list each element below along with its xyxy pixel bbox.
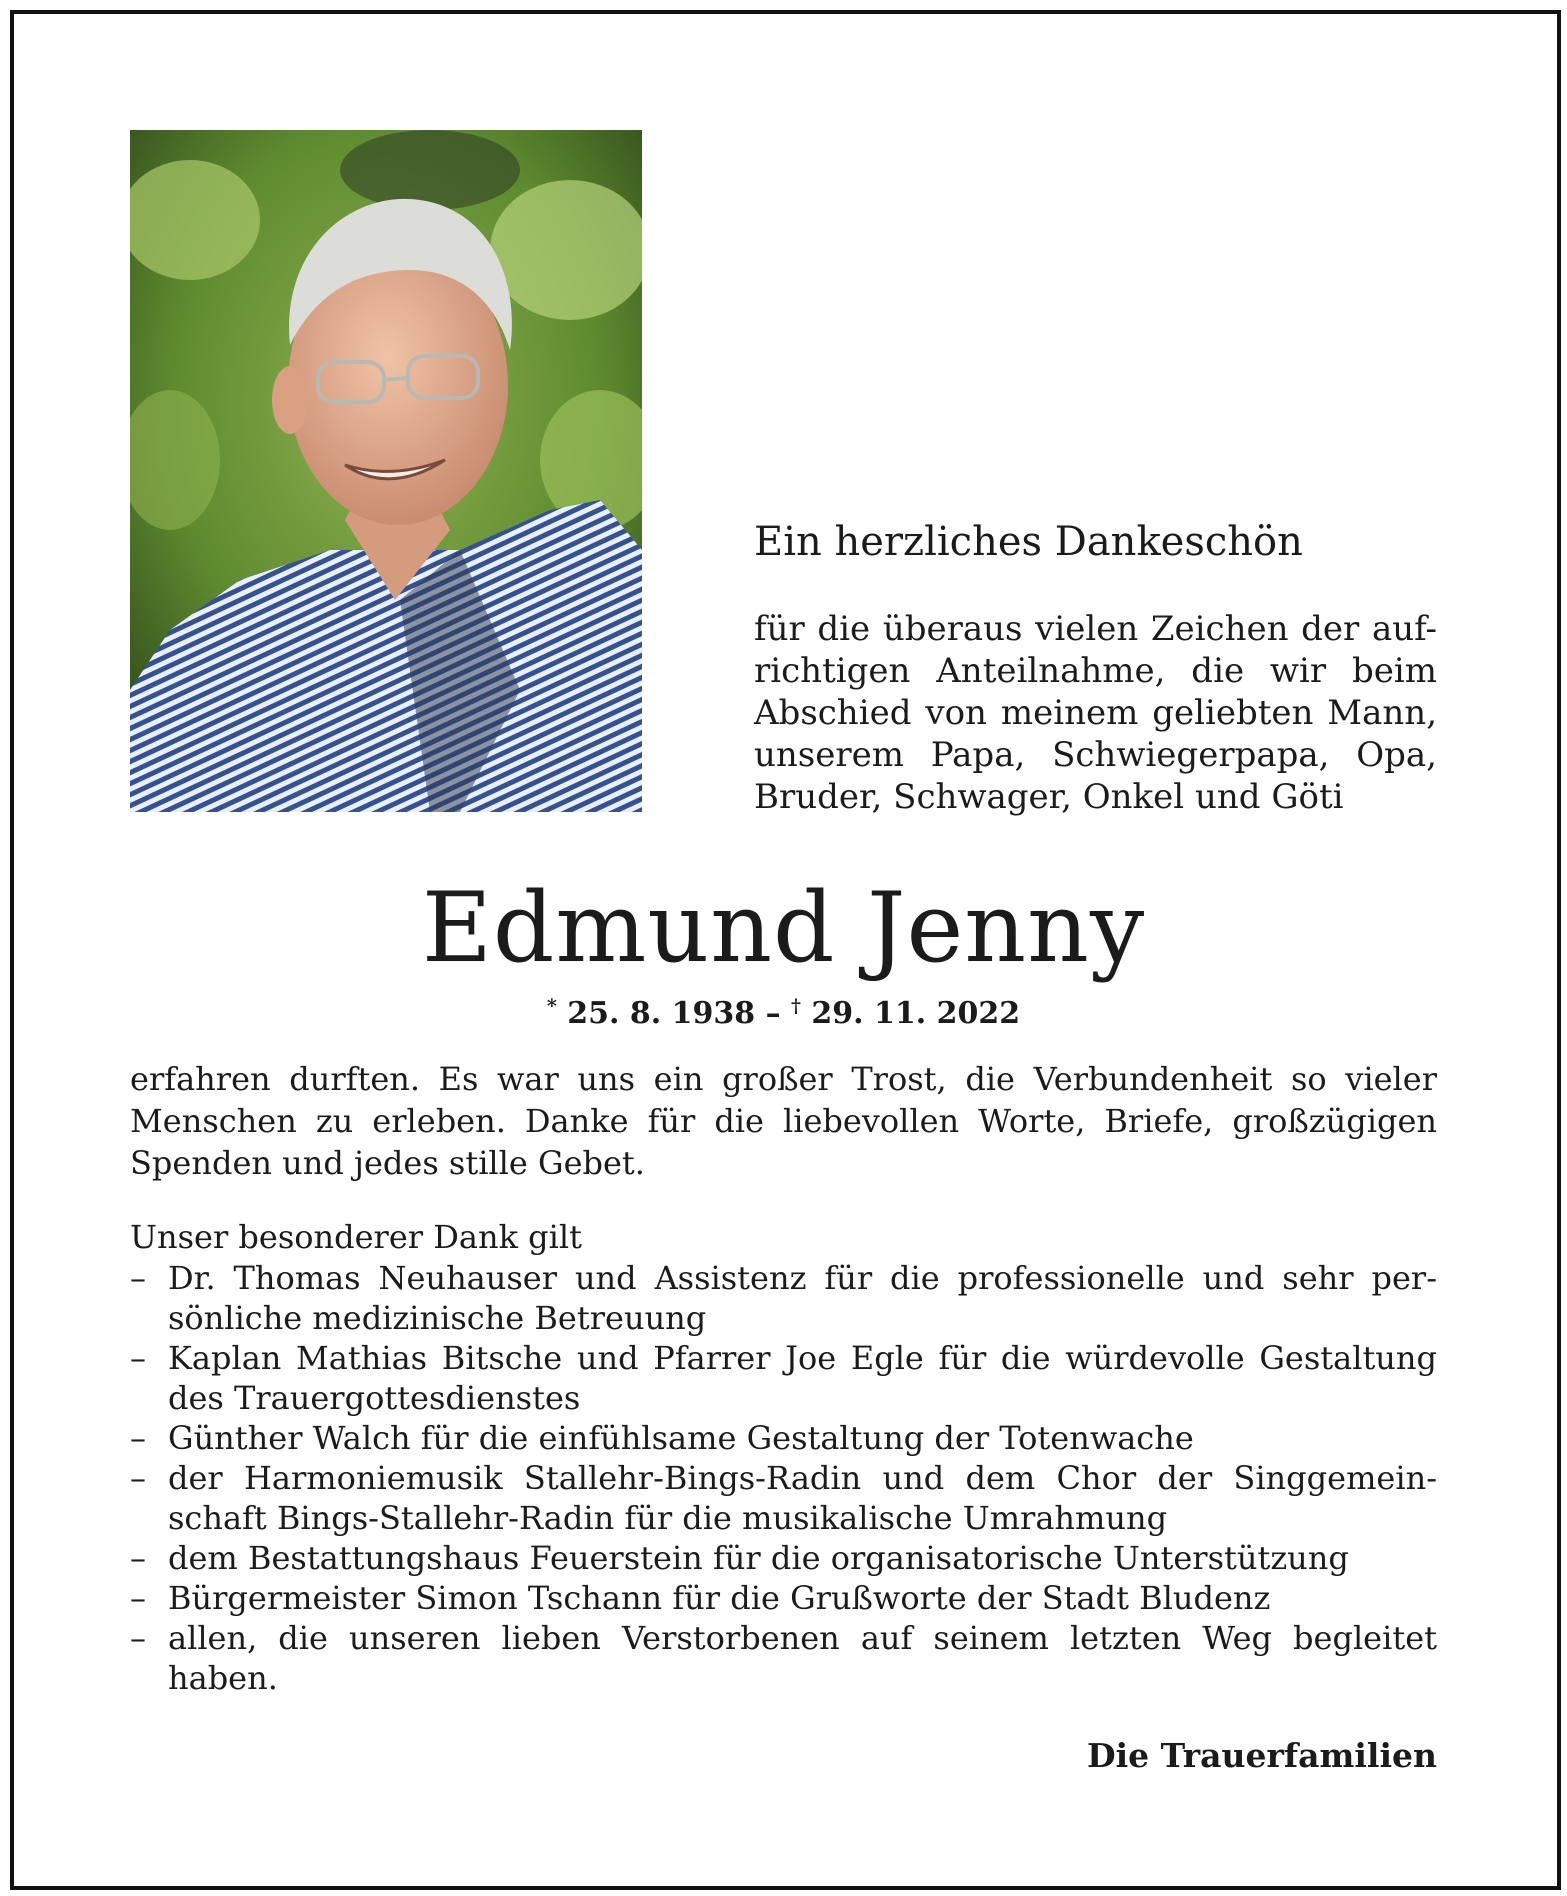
intro-paragraph [754,608,1437,818]
list-item-line: dem Bestattungshaus Feuerstein für die organisatorische Unterstützung [168,1539,1349,1577]
list-item-line: allen, die unseren lieben Verstorbenen auf seinem letzten Weg begleitet [168,1619,1437,1657]
list-dash: – [130,1459,146,1497]
list-item [130,1418,1437,1458]
death-symbol: † [791,995,801,1017]
list-item-line: Günther Walch für die einfühlsame Gestaltung der Totenwache [168,1419,1194,1457]
list-item-line: der Harmoniemusik Stallehr-Bings-Radin und dem Chor der Singgemein- [168,1459,1437,1497]
list-item [130,1578,1437,1618]
list-dash: – [130,1419,146,1457]
list-dash: – [130,1259,146,1297]
list-item [130,1538,1437,1578]
date-separator: – [765,996,781,1031]
portrait-photo [130,130,642,812]
list-item [130,1618,1437,1698]
life-dates [0,982,1567,1038]
list-dash: – [130,1579,146,1617]
notice-heading: Ein herzliches Dankeschön [754,519,1303,565]
list-dash: – [130,1339,146,1377]
list-item-line: sönliche medizinische Betreuung [168,1299,707,1337]
thanks-list [130,1258,1437,1698]
list-item-line: haben. [168,1659,278,1697]
list-item [130,1458,1437,1538]
list-item-line: Bürgermeister Simon Tschann für die Grußworte der Stadt Bludenz [168,1579,1271,1617]
intro-line: unserem Papa, Schwiegerpapa, Opa, [754,735,1437,775]
list-dash: – [130,1539,146,1577]
list-item-line: des Trauergottesdienstes [168,1379,581,1417]
deceased-name: Edmund Jenny [421,872,1146,984]
intro-line: richtigen Anteilnahme, die wir beim [754,651,1437,691]
birth-date: 25. 8. 1938 [567,996,756,1031]
body-paragraph [130,1058,1437,1184]
list-item-line: Dr. Thomas Neuhauser und Assistenz für die professionelle und sehr per- [168,1259,1437,1297]
list-item [130,1258,1437,1338]
body-line: Spenden und jedes stille Gebet. [130,1144,645,1182]
intro-line: für die überaus vielen Zeichen der auf- [754,609,1437,649]
list-item [130,1338,1437,1418]
list-dash: – [130,1619,146,1657]
signature: Die Trauerfamilien [1086,1736,1437,1775]
body-line: erfahren durften. Es war uns ein großer Trost, die Verbundenheit so vieler [130,1060,1437,1098]
intro-line: Bruder, Schwager, Onkel und Göti [754,777,1344,817]
list-item-line: Kaplan Mathias Bitsche und Pfarrer Joe Egle für die würdevolle Gestaltung [168,1339,1437,1377]
birth-symbol: * [546,995,557,1017]
death-date: 29. 11. 2022 [811,996,1021,1031]
body-line: Menschen zu erleben. Danke für die liebevollen Worte, Briefe, großzügigen [130,1102,1437,1140]
list-item-line: schaft Bings-Stallehr-Radin für die musikalische Umrahmung [168,1499,1168,1537]
intro-line: Abschied von meinem geliebten Mann, [754,693,1437,733]
special-thanks-intro: Unser besonderer Dank gilt [130,1218,582,1256]
